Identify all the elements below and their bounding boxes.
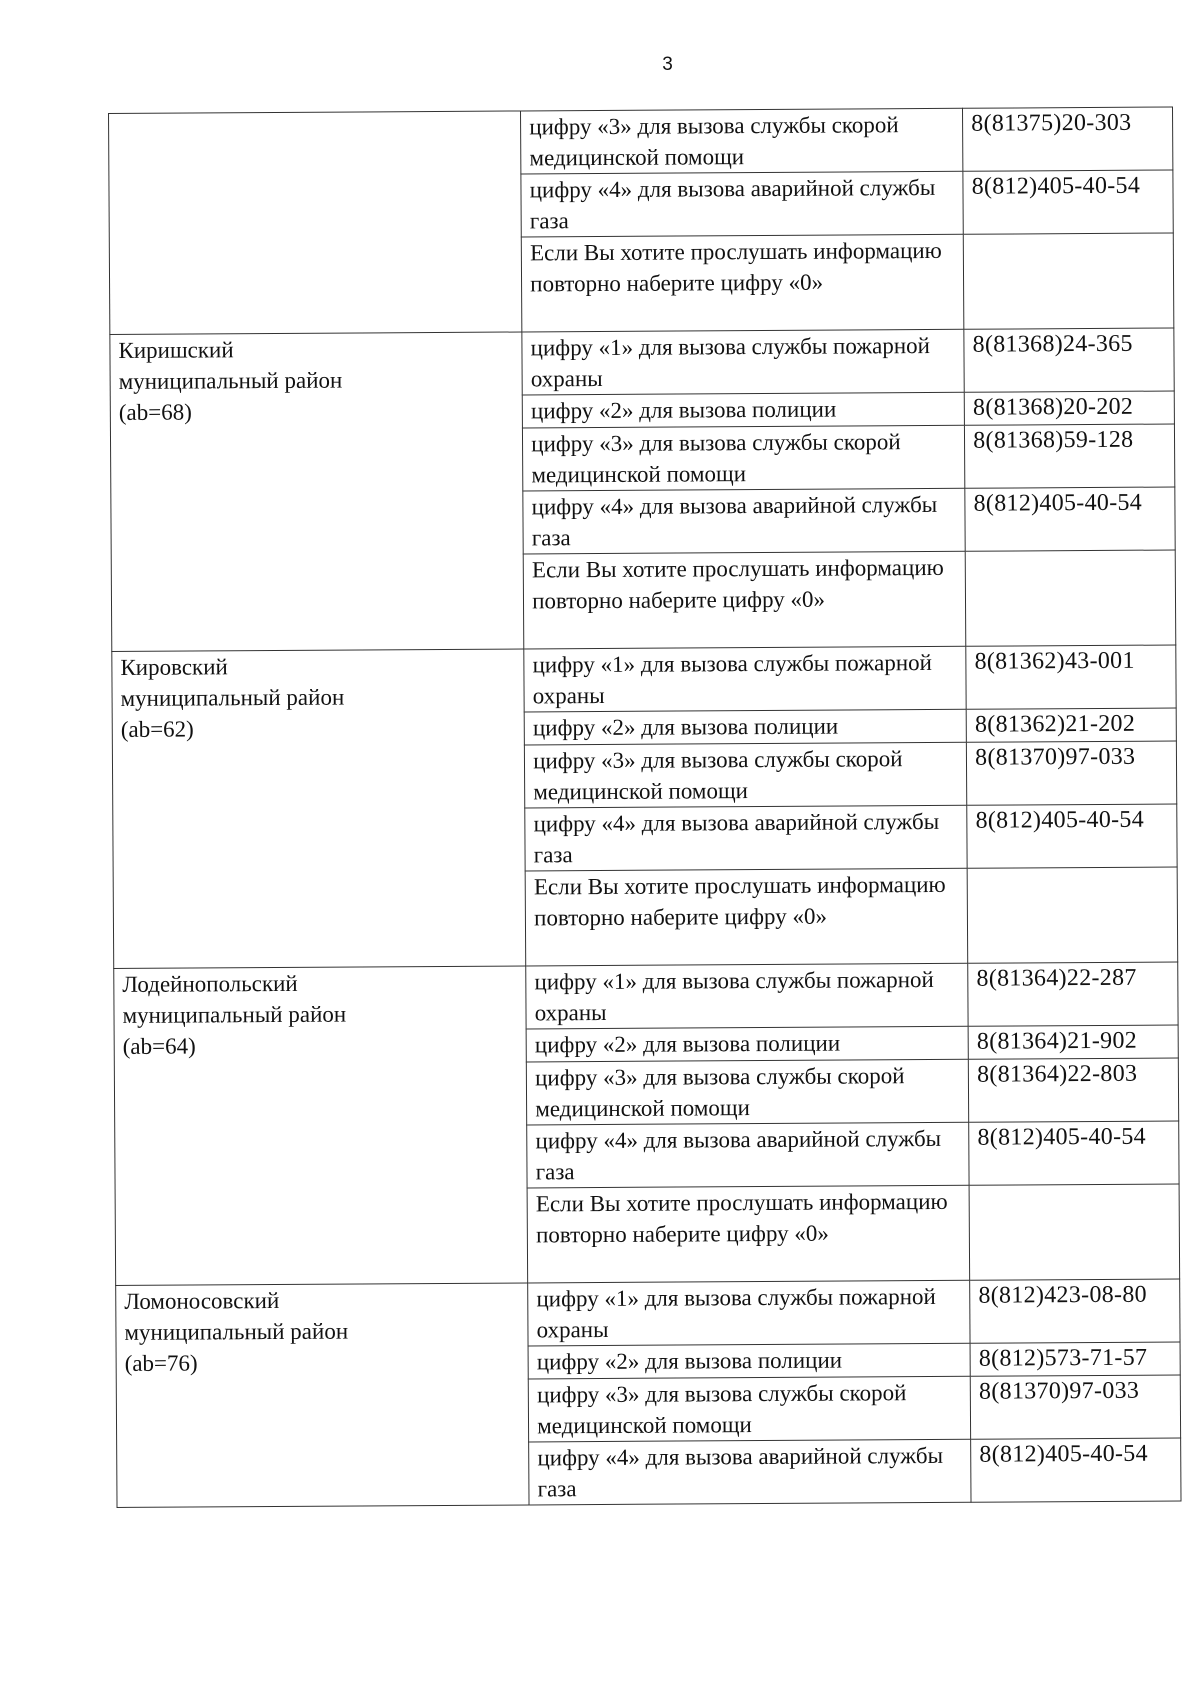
phone-cell: 8(81370)97-033 <box>970 1375 1180 1439</box>
table-row <box>110 328 1174 397</box>
district-type: муниципальный район <box>122 1001 347 1028</box>
phone-cell: 8(81364)22-287 <box>968 962 1178 1026</box>
district-cell <box>112 649 526 969</box>
phone-cell: 8(812)405-40-54 <box>971 1438 1181 1502</box>
phone-cell: 8(812)573-71-57 <box>970 1342 1180 1376</box>
district-cell <box>114 966 528 1286</box>
option-cell: цифру «1» для вызова службы пожарной охраны <box>526 963 968 1029</box>
district-cell <box>110 332 524 652</box>
phone-cell: 8(812)423-08-80 <box>970 1279 1180 1343</box>
phone-cell: 8(81362)43-001 <box>966 645 1176 709</box>
option-cell: цифру «4» для вызова аварийной службы газа <box>525 805 967 871</box>
option-cell: Если Вы хотите прослушать информацию повторно наберите цифру «0» <box>521 234 964 332</box>
district-type: муниципальный район <box>118 367 343 394</box>
phone-cell: 8(812)405-40-54 <box>965 487 1175 551</box>
option-cell: цифру «3» для вызова службы скорой медицинской помощи <box>523 425 965 491</box>
phone-cell <box>969 1184 1179 1280</box>
option-cell: цифру «3» для вызова службы скорой медицинской помощи <box>525 742 967 808</box>
phone-cell: 8(81362)21-202 <box>966 708 1176 742</box>
option-cell: цифру «1» для вызова службы пожарной охраны <box>522 329 964 395</box>
option-cell: цифру «4» для вызова аварийной службы газа <box>527 1122 969 1188</box>
table-row <box>116 1279 1180 1348</box>
table-row <box>112 645 1176 714</box>
option-cell: цифру «4» для вызова аварийной службы газа <box>529 1439 971 1505</box>
phone-cell: 8(81364)21-902 <box>968 1025 1178 1059</box>
phone-cell: 8(812)405-40-54 <box>969 1121 1179 1185</box>
option-cell: Если Вы хотите прослушать информацию повторно наберите цифру «0» <box>527 1185 970 1283</box>
option-cell: цифру «2» для вызова полиции <box>528 1343 970 1379</box>
district-name: Ломоносовский <box>124 1287 280 1314</box>
district-code: (ab=76) <box>124 1350 198 1376</box>
phone-cell: 8(81368)24-365 <box>964 328 1174 392</box>
option-cell: цифру «1» для вызова службы пожарной охраны <box>524 646 966 712</box>
phone-cell: 8(81364)22-803 <box>968 1058 1178 1122</box>
district-name: Кировский <box>120 654 228 680</box>
phone-cell <box>963 233 1173 329</box>
phone-cell: 8(812)405-40-54 <box>967 804 1177 868</box>
table-row <box>109 107 1173 176</box>
phone-cell: 8(81375)20-303 <box>963 107 1173 171</box>
phone-cell: 8(81368)20-202 <box>964 391 1174 425</box>
option-cell: цифру «4» для вызова аварийной службы газа <box>523 488 965 554</box>
district-cell <box>109 111 523 335</box>
phone-cell: 8(81368)59-128 <box>965 424 1175 488</box>
option-cell: цифру «3» для вызова службы скорой медицинской помощи <box>521 108 963 174</box>
district-code: (ab=64) <box>122 1033 196 1059</box>
option-cell: цифру «3» для вызова службы скорой медицинской помощи <box>528 1376 970 1442</box>
phone-cell <box>967 867 1177 963</box>
option-cell: Если Вы хотите прослушать информацию повторно наберите цифру «0» <box>523 551 966 649</box>
option-cell: цифру «2» для вызова полиции <box>522 392 964 428</box>
phone-cell <box>965 550 1175 646</box>
phone-cell: 8(81370)97-033 <box>967 741 1177 805</box>
table-row <box>114 962 1178 1031</box>
option-cell: цифру «3» для вызова службы скорой медицинской помощи <box>526 1059 968 1125</box>
phone-cell: 8(812)405-40-54 <box>963 170 1173 234</box>
emergency-phone-table <box>108 106 1182 1507</box>
option-cell: цифру «2» для вызова полиции <box>524 709 966 745</box>
option-cell: цифру «2» для вызова полиции <box>526 1026 968 1062</box>
district-name: Лодейнопольский <box>122 970 298 997</box>
district-code: (ab=62) <box>120 716 194 742</box>
district-type: муниципальный район <box>120 684 345 711</box>
district-code: (ab=68) <box>118 399 192 425</box>
district-cell <box>116 1283 530 1508</box>
district-name: Киришский <box>118 337 234 363</box>
district-type: муниципальный район <box>124 1318 349 1345</box>
option-cell: цифру «4» для вызова аварийной службы газа <box>521 171 963 237</box>
option-cell: Если Вы хотите прослушать информацию повторно наберите цифру «0» <box>525 868 968 966</box>
option-cell: цифру «1» для вызова службы пожарной охраны <box>528 1280 970 1346</box>
page-number: 3 <box>662 54 673 75</box>
